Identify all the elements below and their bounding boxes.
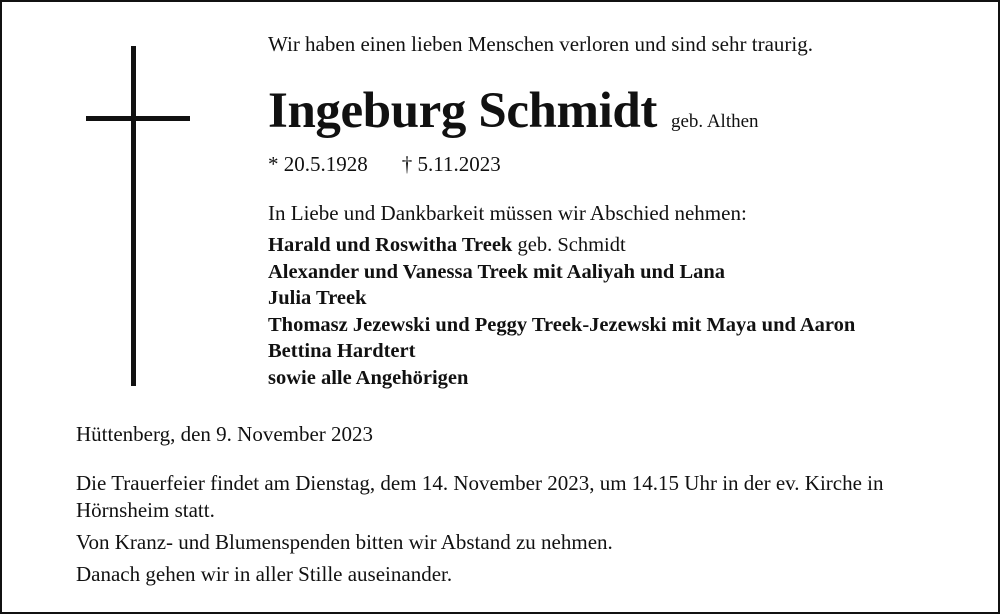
mourner-item xyxy=(268,232,855,259)
mourner-name: Julia Treek xyxy=(268,287,367,309)
mourners-list xyxy=(268,232,855,391)
mourner-item xyxy=(268,338,855,365)
deceased-name: Ingeburg Schmidt xyxy=(268,83,657,139)
life-dates xyxy=(268,152,501,177)
cross-vertical-bar xyxy=(131,46,136,386)
service-info xyxy=(76,470,956,588)
birth-date: * 20.5.1928 xyxy=(268,152,368,176)
farewell-text: In Liebe und Dankbarkeit müssen wir Abschied nehmen: xyxy=(268,201,747,225)
mourner-name: Alexander und Vanessa Treek mit Aaliyah und Lana xyxy=(268,260,726,283)
intro-text: Wir haben einen lieben Menschen verloren und sind sehr traurig. xyxy=(268,32,813,56)
place-and-date: Hüttenberg, den 9. November 2023 xyxy=(76,422,374,446)
mourner-name: Harald und Roswitha Treek xyxy=(268,234,513,256)
mourner-name: Bettina Hardtert xyxy=(268,340,416,362)
mourner-item xyxy=(268,285,855,312)
mourner-item xyxy=(268,312,855,339)
mourner-item xyxy=(268,259,855,286)
mourner-item xyxy=(268,365,855,392)
flowers-note: Von Kranz- und Blumenspenden bitten wir Abstand zu nehmen. xyxy=(76,530,613,554)
cross-horizontal-bar xyxy=(86,116,190,121)
mourner-note: geb. Schmidt xyxy=(512,234,626,256)
mourner-name: sowie alle Angehörigen xyxy=(268,366,469,389)
funeral-details: Die Trauerfeier findet am Dienstag, dem 14. November 2023, um 14.15 Uhr in der ev. Kirche in Hörnsheim statt. xyxy=(76,471,884,522)
maiden-name: geb. Althen xyxy=(670,111,759,132)
death-date: † 5.11.2023 xyxy=(401,152,501,176)
closing-note: Danach gehen wir in aller Stille auseinander. xyxy=(76,562,453,586)
deceased-heading xyxy=(268,82,759,140)
mourner-name: Thomasz Jezewski und Peggy Treek-Jezewski mit Maya und Aaron xyxy=(268,313,856,336)
